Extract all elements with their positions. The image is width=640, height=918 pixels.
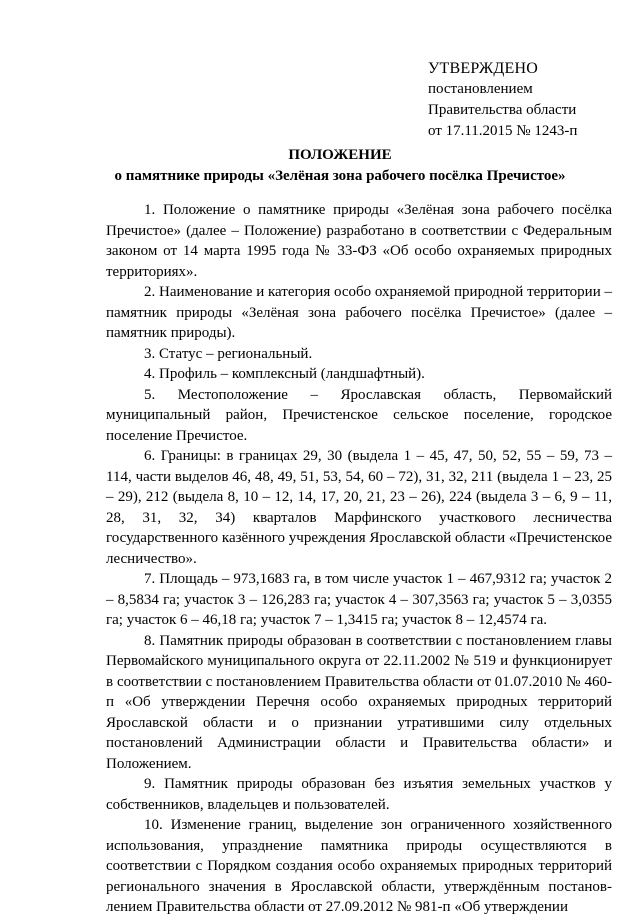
paragraph-2: 2. Наименование и категория особо охраняемой природной территории – памятник природы «Зелёная зона рабочего посёлка Пречистое» (далее – памятник природы).	[106, 284, 612, 341]
paragraph-7: 7. Площадь – 973,1683 га, в том числе участок 1 – 467,9312 га; участок 2 – 8,5834 га; участок 3 – 126,283 га; участок 4 – 307,3563 га; участок 5 – 3,0355 га; участок 6 – 46,18 га; участок 7 – 1,3415 га; участок 8 – 12,4574 га.	[106, 571, 612, 628]
document-body	[106, 200, 612, 918]
paragraph-8: 8. Памятник природы образован в соответствии с постановлением главы Первомайского муниципального округа от 22.11.2002 № 519 и функционирует в соответствии с постановлением Правительства области от 01.07.2010 № 460-п «Об утверждении Перечня особо охраняемых природных территорий Ярославской области и о признании утратившими силу отдельных постановлений Администрации области и Правительства области» и Положением.	[106, 632, 612, 772]
title-subtitle: о памятнике природы «Зелёная зона рабочего посёлка Пречистое»	[114, 168, 566, 184]
document-title	[90, 145, 590, 187]
approval-stamp	[428, 58, 628, 142]
approval-line-1: постановлением	[428, 81, 533, 97]
paragraph-5: 5. Местоположение – Ярославская область, Первомайский муниципальный район, Пречистенское сельское поселение, городское поселение Пречистое.	[106, 386, 612, 444]
paragraph-4: 4. Профиль – комплексный (ландшафтный).	[144, 366, 425, 382]
paragraph-1: 1. Положение о памятнике природы «Зелёная зона рабочего посёлка Пречистое» (далее – Положение) разработано в соответствии с Федеральным законом от 14 марта 1995 года № 33-ФЗ «Об особо охраняемых природных территориях».	[106, 202, 612, 280]
paragraph-3: 3. Статус – региональный.	[144, 345, 313, 362]
paragraph-9: 9. Памятник природы образован без изъятия земельных участков у собственников, владельцев и пользователей.	[106, 776, 612, 813]
paragraph-10: 10. Изменение границ, выделение зон ограниченного хозяйственного использования, упразднение памятника природы осуществляются в соответствии с Порядком создания особо охраняемых природных территорий регионального значения в Ярославской области, утверждённым постановлением Правительства области от 27.09.2012 № 981-п «Об утверждении	[106, 817, 612, 915]
approval-line-3: от 17.11.2015 № 1243-п	[428, 123, 578, 139]
approval-line-2: Правительства области	[428, 102, 577, 118]
approval-heading: УТВЕРЖДЕНО	[428, 60, 539, 77]
paragraph-6: 6. Границы: в границах 29, 30 (выдела 1 – 45, 47, 50, 52, 55 – 59, 73 – 114, части выделов 46, 48, 49, 51, 53, 54, 60 – 72), 31, 32, 211 (выдела 1 – 23, 25 – 29), 212 (выдела 8, 10 – 12, 14, 17, 20, 21, 23 – 26), 224 (выдела 3 – 6, 9 – 11, 28, 31, 32, 34) кварталов Марфинского участкового лесничества государственного казённого учреждения Ярославской области «Пречистенское лесничество».	[106, 448, 612, 567]
title-main: ПОЛОЖЕНИЕ	[288, 147, 392, 163]
